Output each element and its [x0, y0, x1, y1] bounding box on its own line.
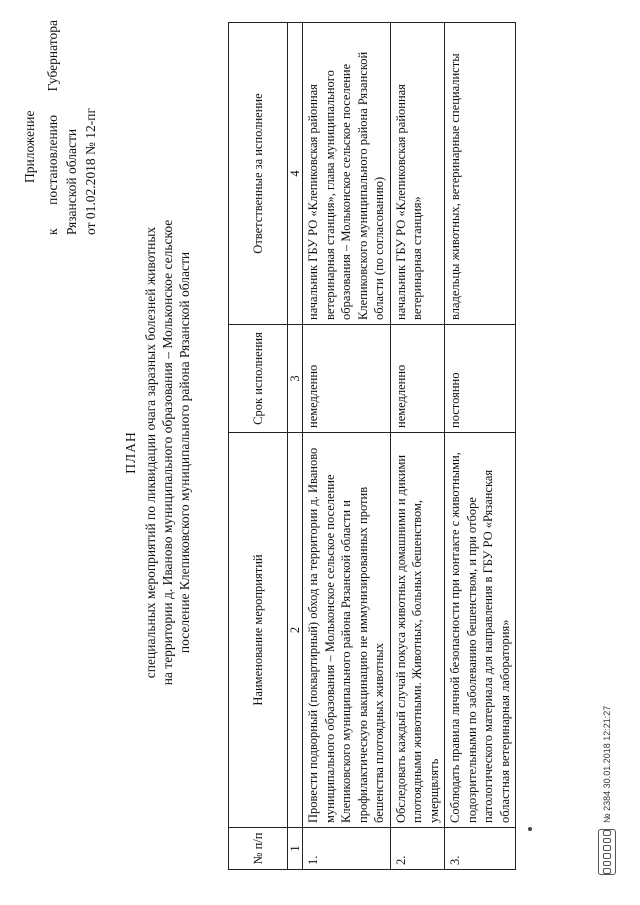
plan-subtitle-line-1: специальных мероприятий по ликвидации очага заразных болезней животных — [143, 226, 158, 679]
table-row — [303, 23, 391, 870]
row-action: Соблюдать правила личной безопасности при контакте с животными, подозрительными по заболеванию бешенством, и при отборе патологического материала для направления в ГБУ РО «Рязанская областная ветеринарная лаборатория» — [445, 433, 516, 828]
annex-line-1-right: Губернатора — [45, 20, 60, 92]
table-row — [445, 23, 516, 870]
table-row — [390, 23, 445, 870]
header-action: Наименование мероприятий — [229, 433, 288, 828]
row-deadline: постоянно — [445, 325, 516, 433]
row-deadline: немедленно — [303, 325, 391, 433]
column-number: 4 — [288, 23, 303, 325]
row-number: 1. — [303, 828, 391, 870]
annex-line-3: от 01.02.2018 № 12-пг — [83, 108, 98, 235]
annex-line-1-left: к — [45, 228, 60, 235]
plan-subtitle-line-2: на территории д. Иваново муниципального образования – Мольконское сельское — [160, 219, 175, 686]
annex-line-2: Рязанской области — [64, 128, 79, 235]
annex-block — [20, 20, 100, 235]
row-action: Обследовать каждый случай покуса животных домашними и дикими плотоядными животными. Животных, больных бешенством, умерщвлять — [390, 433, 445, 828]
plan-title: ПЛАН — [123, 431, 138, 474]
annex-line-1 — [43, 20, 62, 235]
plan-table — [228, 22, 516, 870]
column-number-row — [288, 23, 303, 870]
registration-stamp — [598, 706, 616, 875]
row-responsible: начальник ГБУ РО «Клепиковская районная ветеринарная станция» — [390, 23, 445, 325]
row-deadline: немедленно — [390, 325, 445, 433]
plan-subtitle-line-3: поселение Клепиковского муниципального района Рязанской области — [177, 251, 192, 654]
row-number: 2. — [390, 828, 445, 870]
row-responsible: начальник ГБУ РО «Клепиковская районная ветеринарная станция», глава муниципального образования – Мольконское сельское поселение Клепиковского муниципального района Рязанской области (по согласованию) — [303, 23, 391, 325]
header-deadline: Срок исполнения — [229, 325, 288, 433]
column-number: 3 — [288, 325, 303, 433]
registration-number: № 2384 30.01.2018 12:21:27 — [602, 705, 612, 823]
row-action: Провести подворный (поквартирный) обход на территории д. Иваново муниципального образования – Мольконское сельское поселение Клепиковского муниципального района Рязанской области и профилактическую вакцинацию не иммунизированных против бешенства плотоядных животных — [303, 433, 391, 828]
column-number: 1 — [288, 828, 303, 870]
row-number: 3. — [445, 828, 516, 870]
table-header-row — [229, 23, 288, 870]
header-responsible: Ответственные за исполнение — [229, 23, 288, 325]
plan-headline — [122, 100, 193, 805]
row-responsible: владельцы животных, ветеринарные специалисты — [445, 23, 516, 325]
header-number: № п/п — [229, 828, 288, 870]
annex-line-1-mid: постановлению — [45, 115, 60, 205]
registration-seal-icon — [598, 829, 616, 875]
annex-title: Приложение — [22, 110, 37, 183]
scan-speck — [528, 827, 532, 831]
column-number: 2 — [288, 433, 303, 828]
